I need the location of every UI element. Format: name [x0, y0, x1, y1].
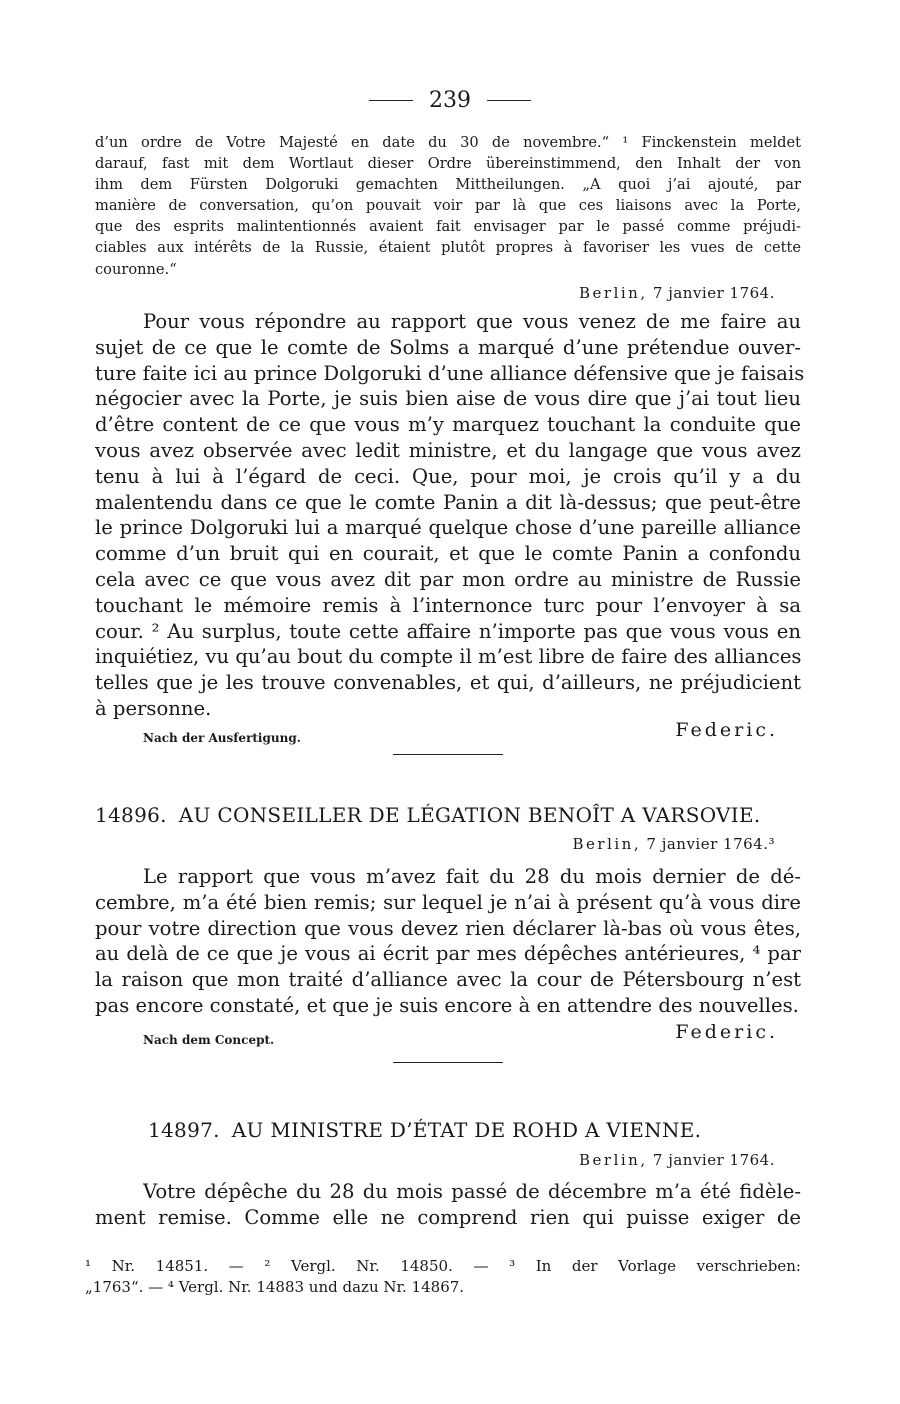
body-line: cela avec ce que vous avez dit par mon ordre au ministre de Russie	[95, 567, 801, 591]
letter2-heading	[95, 803, 761, 827]
letter3-heading	[148, 1118, 701, 1142]
body-line: d’être content de ce que vous m’y marquez touchant la conduite que	[95, 413, 801, 437]
section-divider	[393, 1062, 503, 1063]
body-line: le prince Dolgoruki lui a marqué quelque chose d’une pareille alliance	[95, 516, 801, 540]
body-line: pour votre direction que vous devez rien déclarer là-bas où vous êtes,	[95, 916, 801, 940]
dateline-place: Berlin,	[572, 835, 642, 853]
note-line: darauf, fast mit dem Wortlaut dieser Ordre übereinstimmend, den Inhalt der von	[95, 155, 801, 173]
body-line: vous avez observée avec ledit ministre, et du langage que vous avez	[95, 438, 801, 462]
page-number: 239	[429, 88, 471, 113]
body-line: cembre, m’a été bien remis; sur lequel je n’ai à présent qu’à vous dire	[95, 890, 801, 914]
footnotes	[85, 1256, 801, 1298]
note-line: couronne.“	[95, 260, 177, 278]
body-line: Pour vous répondre au rapport que vous venez de me faire au	[143, 310, 801, 333]
footnote-line: ¹ Nr. 14851. — ² Vergl. Nr. 14850. — ³ In der Vorlage verschrieben:	[85, 1257, 801, 1275]
header-dash-right	[487, 100, 531, 101]
body-line: Votre dépêche du 28 du mois passé de décembre m’a été fidèle-	[143, 1180, 801, 1203]
body-line: comme d’un bruit qui en courait, et que le comte Panin a confondu	[95, 542, 801, 566]
letter-number: 14897.	[148, 1118, 220, 1142]
dateline-date: 7 janvier 1764.	[652, 1151, 775, 1169]
body-line: ment remise. Comme elle ne comprend rien qui puisse exiger de	[95, 1205, 801, 1229]
letter-heading-text: AU CONSEILLER DE LÉGATION BENOÎT A VARSOVIE.	[178, 803, 761, 827]
letter2-body	[95, 864, 801, 1019]
note-line: manière de conversation, qu’on pouvait voir par là que ces liaisons avec la Porte,	[95, 197, 801, 215]
letter3-dateline	[579, 1151, 775, 1169]
body-line: négocier avec la Porte, je suis bien aise de vous dire que j’ai tout lieu	[95, 387, 801, 411]
section-divider	[393, 754, 503, 755]
body-line: la raison que mon traité d’alliance avec la cour de Pétersbourg n’est	[95, 968, 801, 992]
page-header	[0, 88, 900, 113]
header-dash-left	[369, 100, 413, 101]
dateline-date: 7 janvier 1764.³	[646, 835, 775, 853]
letter2-dateline	[573, 835, 775, 853]
continued-note	[95, 132, 801, 280]
body-line: pas encore constaté, et que je suis encore à en attendre des nouvelles.	[95, 993, 799, 1017]
body-line: à personne.	[95, 696, 212, 720]
note-line: ihm dem Fürsten Dolgoruki gemachten Mittheilungen. „A quoi j’ai ajouté, par	[95, 176, 801, 194]
dateline-date: 7 janvier 1764.	[652, 284, 775, 302]
body-line: cour. ² Au surplus, toute cette affaire n’importe pas que vous vous en	[95, 619, 801, 643]
dateline-place: Berlin,	[579, 284, 648, 302]
dateline-place: Berlin,	[579, 1151, 648, 1169]
note-line: ciables aux intérêts de la Russie, étaient plutôt propres à favoriser les vues de cette	[95, 239, 801, 257]
letter1-signature: Federic.	[675, 719, 778, 741]
letter1-dateline	[579, 284, 775, 302]
body-line: Le rapport que vous m’avez fait du 28 du mois dernier de dé-	[143, 865, 801, 888]
letter-heading-text: AU MINISTRE D’ÉTAT DE ROHD A VIENNE.	[231, 1118, 702, 1142]
body-line: tenu à lui à l’égard de ceci. Que, pour moi, je crois qu’il y a du	[95, 464, 801, 488]
body-line: malentendu dans ce que le comte Panin a dit là-dessus; que peut-être	[95, 490, 801, 514]
note-line: que des esprits malintentionnés avaient fait envisager par le passé comme préjudi-	[95, 218, 801, 236]
body-line: ture faite ici au prince Dolgoruki d’une alliance défensive que je faisais	[95, 361, 805, 385]
body-line: touchant le mémoire remis à l’internonce turc pour l’envoyer à sa	[95, 593, 801, 617]
footnote-line: „1763“. — ⁴ Vergl. Nr. 14883 und dazu Nr. 14867.	[85, 1278, 465, 1296]
letter2-signature: Federic.	[675, 1021, 778, 1043]
letter1-source-note: Nach der Ausfertigung.	[143, 731, 301, 745]
letter1-body	[95, 309, 805, 722]
body-line: inquiétiez, vu qu’au bout du compte il m’est libre de faire des alliances	[95, 645, 802, 669]
note-line: d’un ordre de Votre Majesté en date du 30 de novembre.“ ¹ Finckenstein meldet	[95, 134, 801, 151]
body-line: sujet de ce que le comte de Solms a marqué d’une prétendue ouver-	[95, 335, 801, 359]
letter2-source-note: Nach dem Concept.	[143, 1033, 275, 1047]
letter3-body	[95, 1179, 801, 1231]
body-line: au delà de ce que je vous ai écrit par mes dépêches antérieures, ⁴ par	[95, 942, 801, 966]
body-line: telles que je les trouve convenables, et qui, d’ailleurs, ne préjudicient	[95, 671, 801, 695]
letter-number: 14896.	[95, 803, 167, 827]
